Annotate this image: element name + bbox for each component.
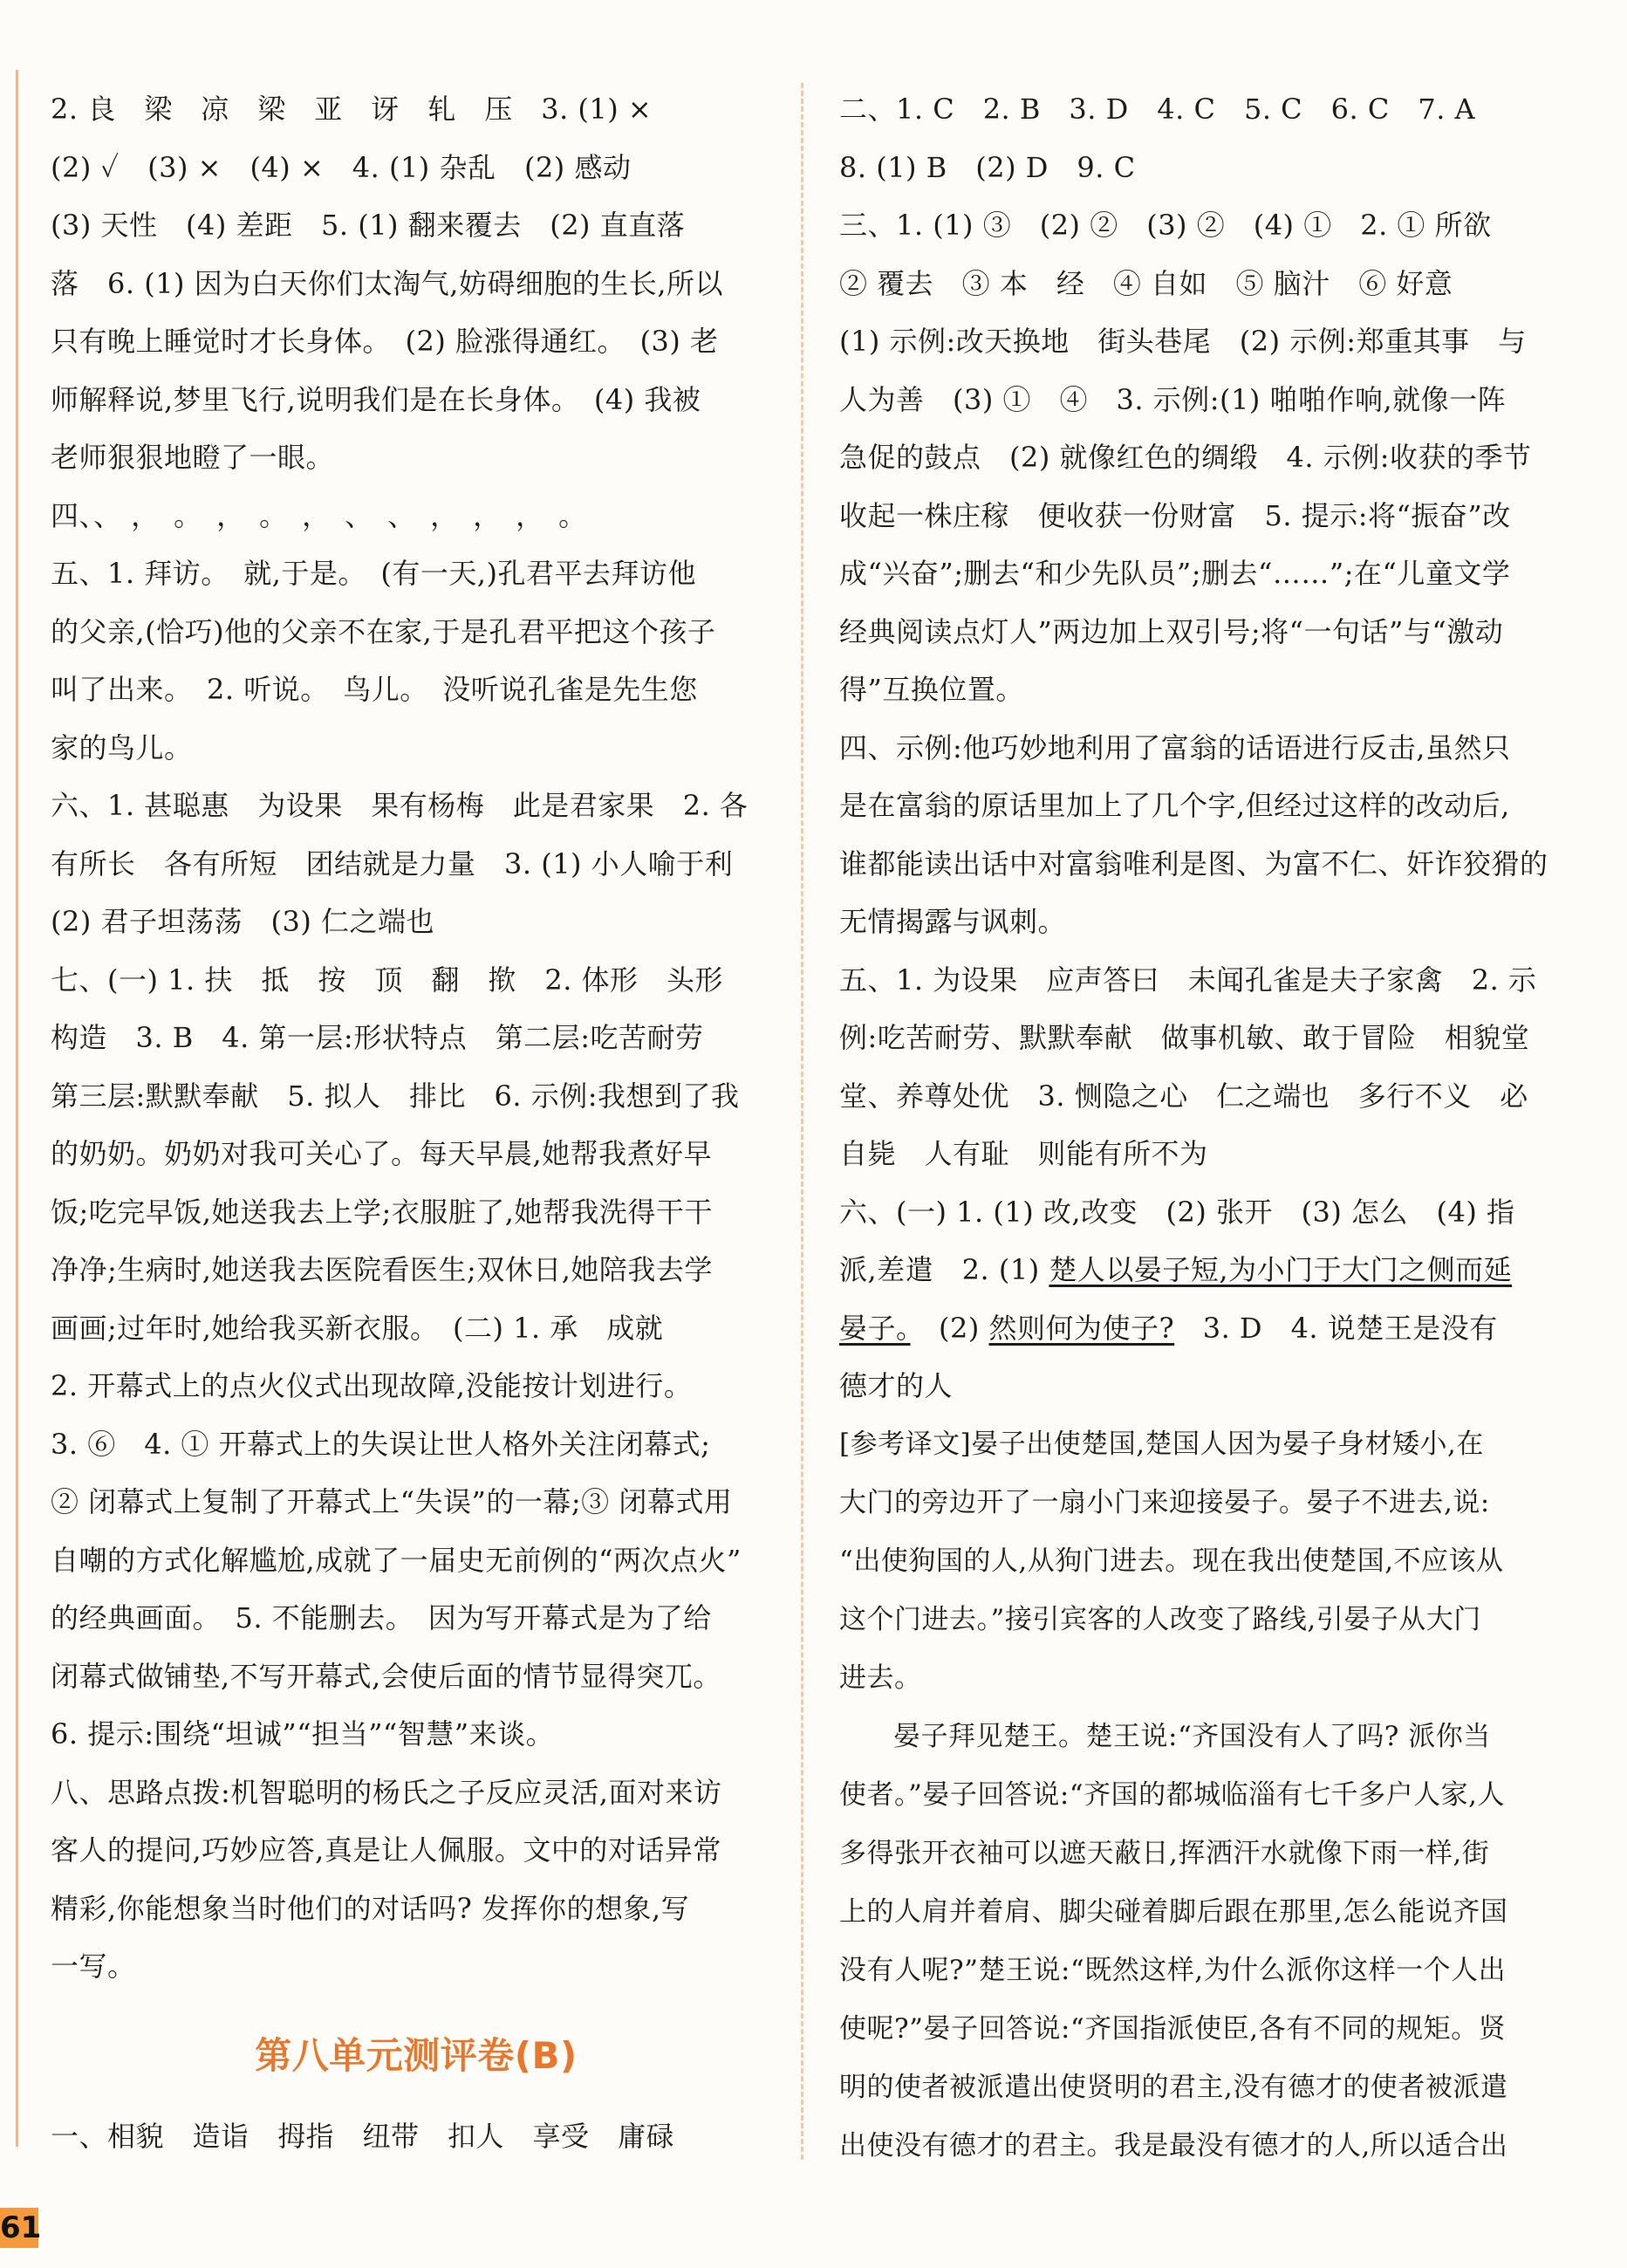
text-line: 八、思路点拨:机智聪明的杨氏之子反应灵活,面对来访 [51, 1775, 722, 1809]
text-line: 闭幕式做铺垫,不写开幕式,会使后面的情节显得突兀。 [51, 1659, 721, 1693]
text-line: 收起一株庄稼 便收获一份财富 5. 提示:将“振奋”改 [839, 498, 1511, 532]
text-line: 自毙 人有耻 则能有所不为 [839, 1137, 1208, 1170]
text-line: 饭;吃完早饭,她送我去上学;衣服脏了,她帮我洗得干干 [51, 1195, 713, 1229]
text-line: 2. 良 梁 凉 梁 亚 讶 轧 压 3. (1) × [51, 93, 653, 126]
translation-paragraph-1 [839, 1474, 1563, 1708]
underlined-answer: 然则何为使子? [988, 1311, 1175, 1345]
text-line: 人为善 (3) ① ④ 3. 示例:(1) 啪啪作响,就像一阵 [839, 382, 1507, 416]
right-answer-lines [839, 80, 1563, 1241]
translation-line: 使者。”晏子回答说:“齐国的都城临淄有七千多户人家,人 [839, 1778, 1505, 1811]
text-line: 五、1. 为设果 应声答曰 未闻孔雀是夫子家禽 2. 示 [839, 963, 1537, 997]
text-line: 的经典画面。 5. 不能删去。 因为写开幕式是为了给 [51, 1601, 712, 1634]
answer-text: 派,差遣 2. (1) [839, 1253, 1049, 1286]
text-line: 三、1. (1) ③ (2) ② (3) ② (4) ① 2. ① 所欲 [839, 209, 1492, 242]
text-line: 8. (1) B (2) D 9. C [839, 150, 1136, 184]
text-line: 大门的旁边开了一扇小门来迎接晏子。晏子不进去,说: [839, 1486, 1490, 1518]
text-line: 第三层:默默奉献 5. 拟人 排比 6. 示例:我想到了我 [51, 1079, 740, 1113]
text-line: 一写。 [51, 1949, 136, 1983]
left-answer-lines [51, 80, 782, 1996]
translation-line: 没有人呢?”楚王说:“既然这样,为什么派你这样一个人出 [839, 1954, 1507, 1986]
text-line: 四、、 ， 。 ， 。 ， 、 、 ， ， ， 。 [51, 498, 587, 532]
text-line: ② 覆去 ③ 本 经 ④ 自如 ⑤ 脑汁 ⑥ 好意 [839, 266, 1453, 300]
text-line: 净净;生病时,她送我去医院看医生;双休日,她陪我去学 [51, 1253, 713, 1286]
text-line: 精彩,你能想象当时他们的对话吗? 发挥你的想象,写 [51, 1891, 690, 1925]
text-line: 二、1. C 2. B 3. D 4. C 5. C 6. C 7. A [839, 93, 1476, 126]
text-line: (1) 示例:改天换地 街头巷尾 (2) 示例:郑重其事 与 [839, 325, 1527, 358]
translation-text: 晏子出使楚国,楚国人因为晏子身材矮小,在 [971, 1428, 1484, 1460]
left-margin-line [16, 70, 18, 2147]
text-line: 3. ⑥ 4. ① 开幕式上的失误让世人格外关注闭幕式; [51, 1427, 711, 1461]
text-line: 六、(一) 1. (1) 改,改变 (2) 张开 (3) 怎么 (4) 指 [839, 1195, 1515, 1229]
page-number: 61 [0, 2208, 38, 2248]
text-line: 急促的鼓点 (2) 就像红色的绸缎 4. 示例:收获的季节 [839, 441, 1532, 474]
translation-line: 明的使者被派遣出使贤明的君主,没有德才的使者被派遣 [839, 2071, 1508, 2103]
text-line: 这个门进去。”接引宾客的人改变了路线,引晏子从大门 [839, 1603, 1481, 1635]
text-line: 进去。 [839, 1662, 922, 1694]
unit-title: 第八单元测评卷(B) [255, 2033, 578, 2077]
text-line: 有所长 各有所短 团结就是力量 3. (1) 小人喻于利 [51, 846, 734, 880]
text-line: 七、(一) 1. 扶 抵 按 顶 翻 揿 2. 体形 头形 [51, 963, 724, 997]
text-line: 的奶奶。奶奶对我可关心了。每天早晨,她帮我煮好早 [51, 1137, 713, 1170]
translation-line: 上的人肩并着肩、脚尖碰着脚后跟在那里,怎么能说齐国 [839, 1895, 1508, 1928]
answer-line: 德才的人 [839, 1369, 954, 1402]
column-divider [801, 83, 803, 2160]
text-line: ② 闭幕式上复制了开幕式上“失误”的一幕;③ 闭幕式用 [51, 1485, 733, 1518]
text-line: 落 6. (1) 因为白天你们太淘气,妨碍细胞的生长,所以 [51, 266, 724, 300]
text-line: 师解释说,梦里飞行,说明我们是在长身体。 (4) 我被 [51, 382, 701, 416]
text-line: (3) 天性 (4) 差距 5. (1) 翻来覆去 (2) 直直落 [51, 209, 686, 242]
text-line: 自嘲的方式化解尴尬,成就了一届史无前例的“两次点火” [51, 1543, 742, 1577]
text-line: 五、1. 拜访。 就,于是。 (有一天,)孔君平去拜访他 [51, 557, 697, 590]
underlined-answer: 晏子。 [839, 1311, 911, 1345]
answer-line [839, 1299, 1563, 1358]
underlined-answer: 楚人以晏子短,为小门于大门之侧而延 [1049, 1253, 1513, 1286]
text-line: 只有晚上睡觉时才长身体。 (2) 脸涨得通红。 (3) 老 [51, 325, 719, 358]
translation-line: 多得张开衣袖可以遮天蔽日,挥洒汗水就像下雨一样,街 [839, 1837, 1490, 1869]
text-line: 谁都能读出话中对富翁唯利是图、为富不仁、奸诈狡猾的 [839, 846, 1548, 880]
reference-translation [839, 1415, 1563, 2175]
translation-line: 出使没有德才的君主。我是最没有德才的人,所以适合出 [839, 2129, 1508, 2162]
answer-line [839, 1241, 1563, 1299]
text-line: 六、1. 甚聪惠 为设果 果有杨梅 此是君家果 2. 各 [51, 789, 749, 822]
text-line: 堂、养尊处优 3. 恻隐之心 仁之端也 多行不义 必 [839, 1079, 1528, 1113]
translation-label: [参考译文] [839, 1428, 972, 1460]
text-line: 例:吃苦耐劳、默默奉献 做事机敏、敢于冒险 相貌堂 [839, 1021, 1530, 1054]
answer-text: (2) [910, 1311, 989, 1345]
text-line: (2) 君子坦荡荡 (3) 仁之端也 [51, 905, 435, 938]
text-line: 是在富翁的原话里加上了几个字,但经过这样的改动后, [839, 789, 1510, 822]
text-line: 2. 开幕式上的点火仪式出现故障,没能按计划进行。 [51, 1369, 693, 1402]
translation-line [839, 1415, 1563, 1474]
text-line: 成“兴奋”;删去“和少先队员”;删去“……”;在“儿童文学 [839, 557, 1511, 590]
text-line: 老师狠狠地瞪了一眼。 [51, 441, 335, 474]
translation-paragraph-2 [839, 1708, 1563, 2175]
text-line: 6. 提示:围绕“坦诚”“担当”“智慧”来谈。 [51, 1717, 555, 1751]
text-line: 无情揭露与讽刺。 [839, 905, 1067, 938]
text-line: 经典阅读点灯人”两边加上双引号;将“一句话”与“激动 [839, 614, 1504, 648]
text-line: 构造 3. B 4. 第一层:形状特点 第二层:吃苦耐劳 [51, 1021, 704, 1054]
text-line: 的父亲,(恰巧)他的父亲不在家,于是孔君平把这个孩子 [51, 614, 716, 648]
text-line: 画画;过年时,她给我买新衣服。 (二) 1. 承 成就 [51, 1311, 664, 1345]
text-line: 四、示例:他巧妙地利用了富翁的话语进行反击,虽然只 [839, 730, 1511, 764]
text-line: 客人的提问,巧妙应答,真是让人佩服。文中的对话异常 [51, 1833, 721, 1867]
text-line: “出使狗国的人,从狗门进去。现在我出使楚国,不应该从 [839, 1545, 1504, 1577]
text-line: 得”互换位置。 [839, 673, 1024, 706]
translation-line: 晏子拜见楚王。楚王说:“齐国没有人了吗? 派你当 [893, 1720, 1491, 1752]
text-line: 家的鸟儿。 [51, 730, 193, 764]
translation-line: 使呢?”晏子回答说:“齐国指派使臣,各有不同的规矩。贤 [839, 2012, 1507, 2045]
text-line: (2) ✓ (3) × (4) × 4. (1) 杂乱 (2) 感动 [51, 150, 632, 184]
answer-text: 3. D 4. 说楚王是没有 [1174, 1311, 1498, 1345]
left-column [51, 80, 782, 2165]
text-line: 叫了出来。 2. 听说。 鸟儿。 没听说孔雀是先生您 [51, 673, 698, 706]
answer-line: 一、相貌 造诣 拇指 纽带 扣人 享受 庸碌 [51, 2119, 675, 2153]
right-column [839, 80, 1563, 2175]
